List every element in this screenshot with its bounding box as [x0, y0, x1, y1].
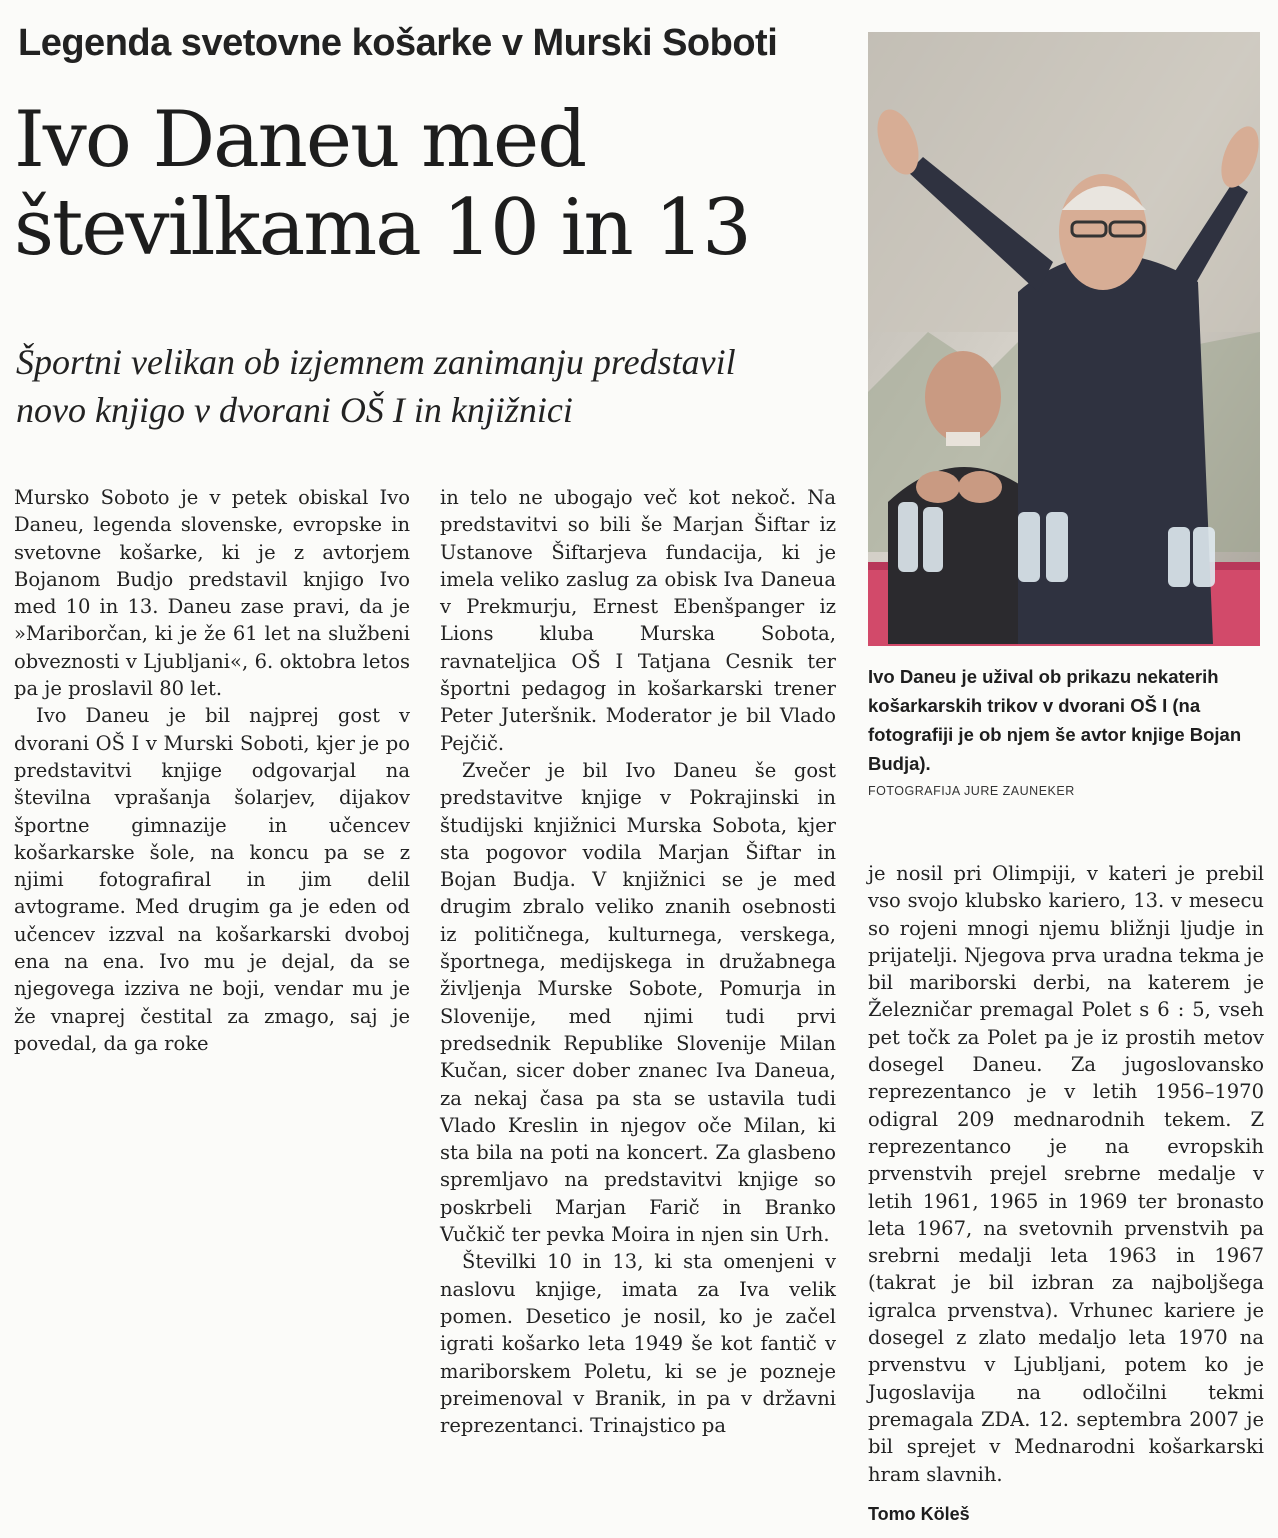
article-subheadline [16, 338, 856, 434]
body-column-2 [440, 484, 836, 1439]
body-paragraph: Ivo Daneu je bil najprej gost v dvorani OŠ I v Murski Soboti, kjer je po predstavitvi knjige odgovarjal na številna vprašanja šolarjev, dijakov športne gimnazije in učencev košarkarske šole, na koncu pa se z njimi fotografiral in jim delil avtograme. Med drugim ga je eden od učencev izzval na košarkarski dvoboj ena na ena. Ivo mu je dejal, da se njegovega izziva ne boji, vendar mu je že vnaprej čestital za zmago, saj je povedal, da ga roke [14, 704, 410, 1055]
body-column-3 [868, 860, 1264, 1488]
body-paragraph: in telo ne ubogajo več kot nekoč. Na predstavitvi so bili še Marjan Šiftar iz Ustanove Šiftarjeva fundacija, ki je imela veliko zaslug za obisk Iva Daneua v Prekmurju, Ernest Ebenšpanger iz Lions kluba Murska Sobota, ravnateljica OŠ I Tatjana Cesnik ter športni pedagog in košarkarski trener Peter Juteršnik. Moderator je bil Vlado Pejčič. [440, 486, 836, 755]
article-kicker: Legenda svetovne košarke v Murski Soboti [18, 22, 778, 64]
body-paragraph: Zvečer je bil Ivo Daneu še gost predstavitve knjige v Pokrajinski in študijski knjižnici Murska Sobota, kjer sta pogovor vodila Marjan Šiftar in Bojan Budja. V knjižnici se je med drugim zbralo veliko znanih osebnosti iz političnega, kulturnega, verskega, športnega, medijskega in družabnega življenja Murske Sobote, Pomurja in Slovenije, med njimi tudi prvi predsednik Republike Slovenije Milan Kučan, sicer dober znanec Iva Daneua, za nekaj časa pa sta se ustavila tudi Vlado Kreslin in njegov oče Milan, ki sta bila na poti na koncert. Za glasbeno spremljavo na predstavitvi knjige so poskrbeli Marjan Farič in Branko Vučkič ter pevka Moira in njen sin Urh. [440, 758, 836, 1247]
body-paragraph: Številki 10 in 13, ki sta omenjeni v naslovu knjige, imata za Iva velik pomen. Desetico je nosil, ko je začel igrati košarko leta 1949 še kot fantič v mariborskem Poletu, ki se je pozneje preimenoval v Branik, in pa v državni reprezentanci. Trinajstico pa [440, 1250, 836, 1438]
article-photo [868, 32, 1260, 646]
subhead-line-2: novo knjigo v dvorani OŠ I in knjižnici [16, 390, 573, 430]
body-column-1 [14, 484, 410, 1057]
photo-caption: Ivo Daneu je užival ob prikazu nekaterih košarkarskih trikov v dvorani OŠ I (na fotografiji je ob njem še avtor knjige Bojan Budja). [868, 666, 1242, 774]
article-author: Tomo Köleš [868, 1504, 970, 1524]
body-paragraph: Mursko Soboto je v petek obiskal Ivo Daneu, legenda slovenske, evropske in svetovne košarke, ki je z avtorjem Bojanom Budjo predstavil knjigo Ivo med 10 in 13. Daneu zase pravi, da je »Mariborčan, ki je že 61 let na službeni obveznosti v Ljubljani«, 6. oktobra letos pa je proslavil 80 let. [14, 486, 410, 701]
headline-line-1: Ivo Daneu med [14, 95, 586, 185]
headline-line-2: številkama 10 in 13 [14, 183, 750, 273]
subhead-line-1: Športni velikan ob izjemnem zanimanju predstavil [16, 342, 736, 382]
article-headline [14, 96, 854, 272]
photo-credit: FOTOGRAFIJA JURE ZAUNEKER [868, 784, 1075, 798]
body-paragraph: je nosil pri Olimpiji, v kateri je prebil vso svojo klubsko kariero, 13. v mesecu so rojeni mnogi njemu bližnji ljudje in prijatelji. Njegova prva uradna tekma je bil mariborski derbi, na katerem je Železničar premagal Polet s 6 : 5, vseh pet točk za Polet pa je iz prostih metov dosegel Daneu. Za jugoslovansko reprezentanco je v letih 1956–1970 odigral 209 mednarodnih tekem. Z reprezentanco je na evropskih prvenstvih prejel srebrne medalje v letih 1961, 1965 in 1969 ter bronasto leta 1967, na svetovnih prvenstvih pa srebrni medalji leta 1963 in 1967 (takrat je bil izbran za najboljšega igralca prvenstva). Vrhunec kariere je dosegel z zlato medaljo leta 1970 na prvenstvu v Ljubljani, potem ko je Jugoslavija na odločilni tekmi premagala ZDA. 12. septembra 2007 je bil sprejet v Mednarodni košarkarski hram slavnih. [868, 862, 1264, 1486]
